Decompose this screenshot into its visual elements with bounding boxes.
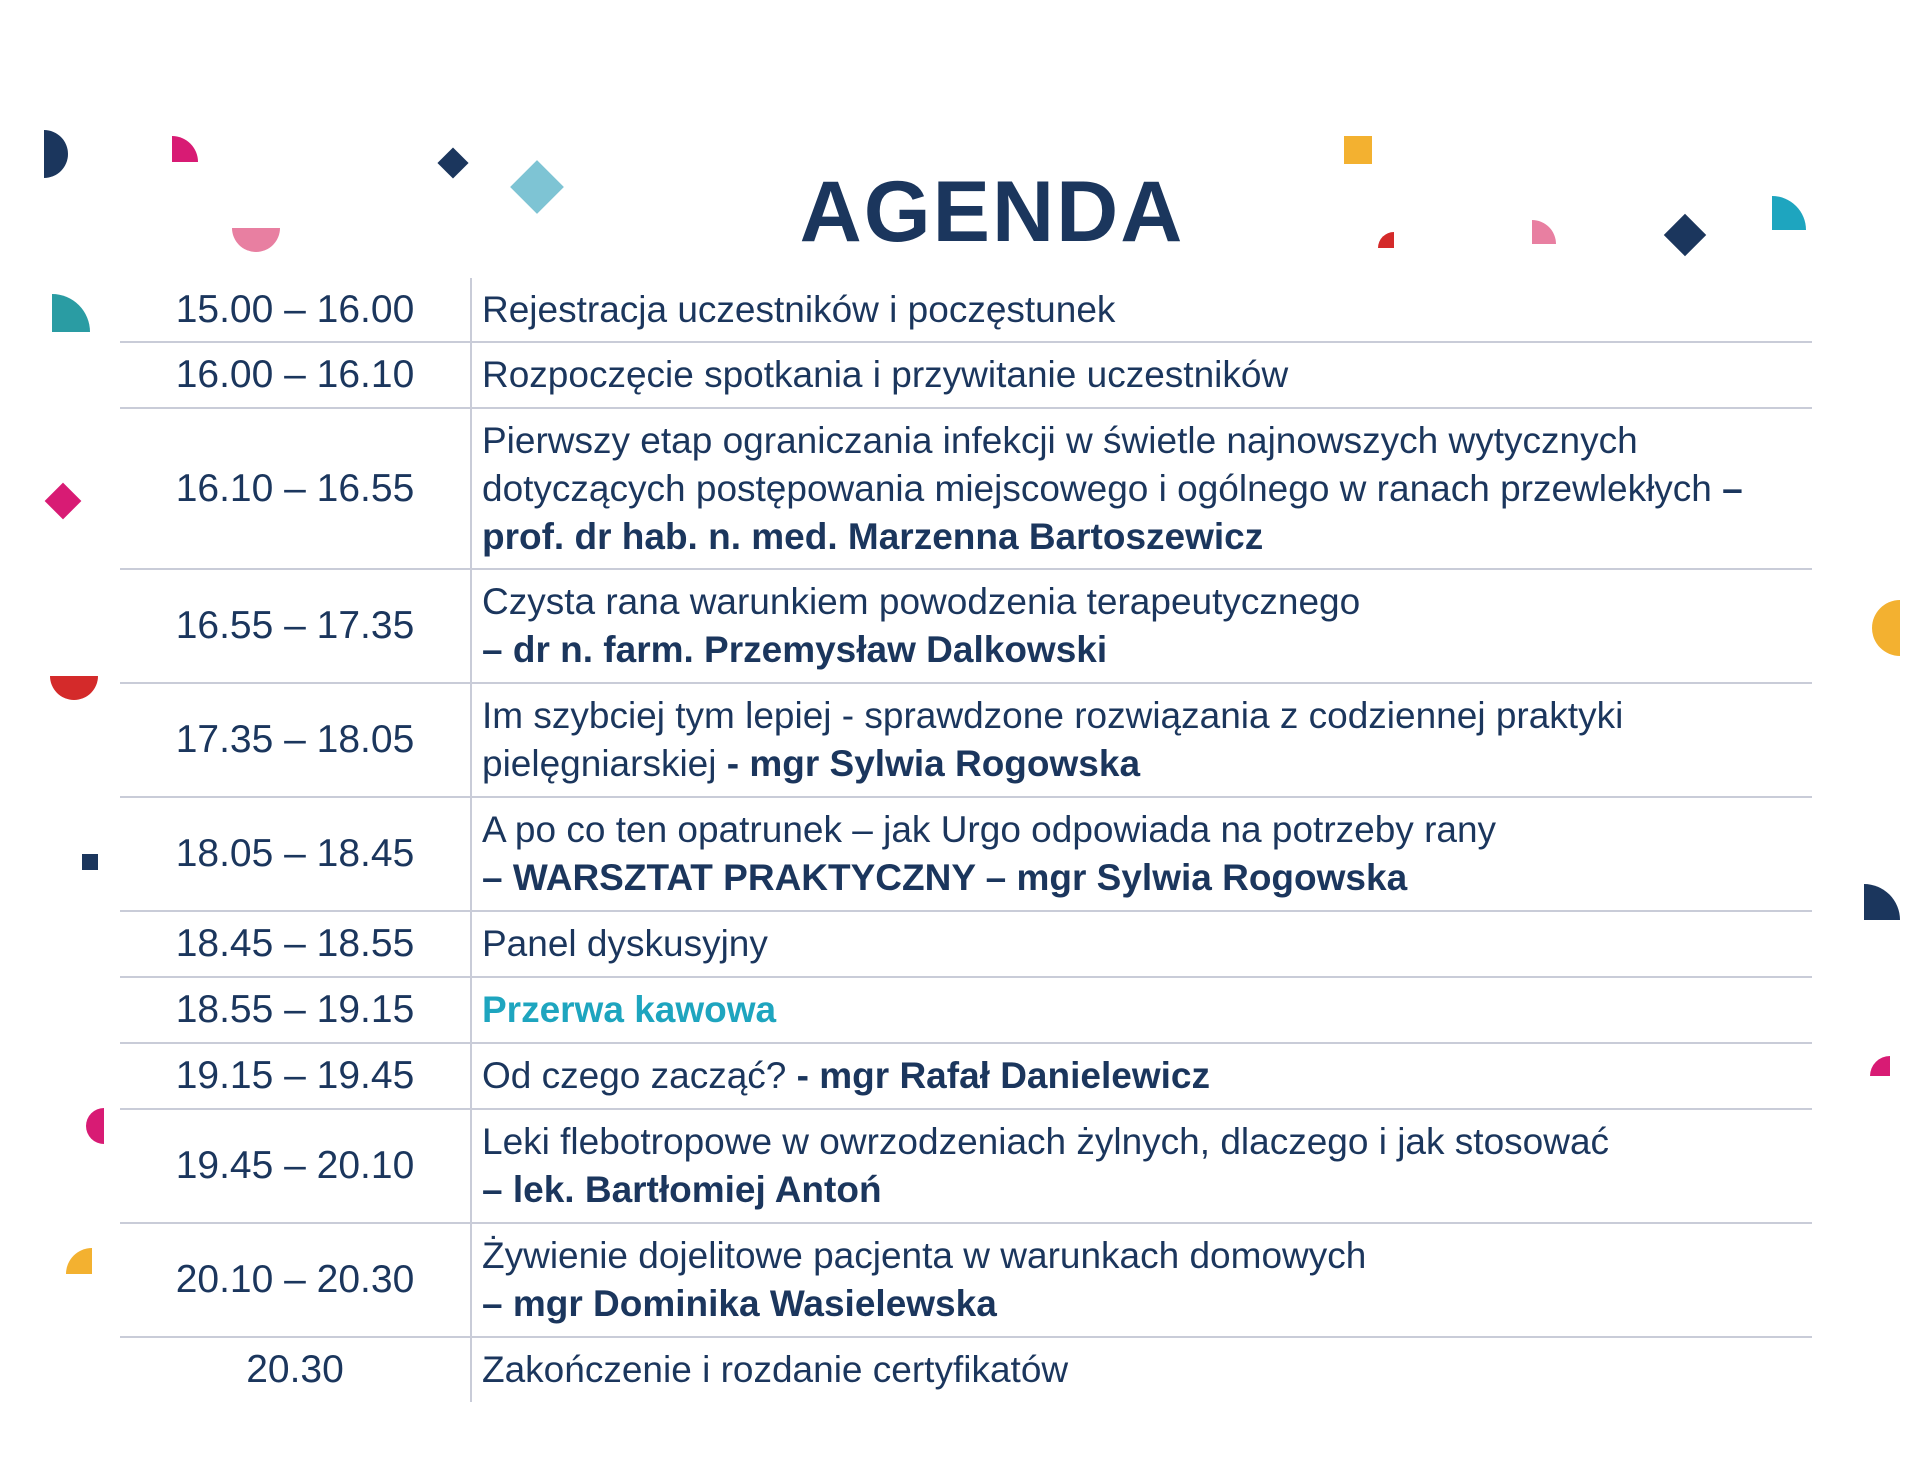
agenda-topic: A po co ten opatrunek – jak Urgo odpowiada na potrzeby rany — [482, 809, 1497, 850]
page-title: AGENDA — [799, 164, 1185, 260]
agenda-time: 16.00 – 16.10 — [120, 343, 472, 407]
agenda-row — [120, 570, 1812, 684]
agenda-speaker: – lek. Bartłomiej Antoń — [482, 1169, 882, 1210]
agenda-topic: Panel dyskusyjny — [482, 923, 768, 964]
agenda-topic: Im szybciej tym lepiej - sprawdzone rozwiązania z codziennej praktyki pielęgniarskiej — [482, 695, 1624, 784]
agenda-time: 20.10 – 20.30 — [120, 1224, 472, 1336]
agenda-time: 15.00 – 16.00 — [120, 278, 472, 341]
agenda-time: 16.10 – 16.55 — [120, 409, 472, 568]
agenda-time: 17.35 – 18.05 — [120, 684, 472, 796]
agenda-topic: Żywienie dojelitowe pacjenta w warunkach domowych — [482, 1235, 1367, 1276]
agenda-time: 19.15 – 19.45 — [120, 1044, 472, 1108]
square-shape — [82, 854, 98, 870]
agenda-row — [120, 912, 1812, 978]
agenda-description — [472, 798, 1812, 910]
agenda-time: 19.45 – 20.10 — [120, 1110, 472, 1222]
agenda-row — [120, 278, 1812, 343]
agenda-topic: Leki flebotropowe w owrzodzeniach żylnych, dlaczego i jak stosować — [482, 1121, 1610, 1162]
agenda-speaker: – prof. dr hab. n. med. Marzenna Bartoszewicz — [482, 467, 1743, 557]
agenda-speaker: – dr n. farm. Przemysław Dalkowski — [482, 629, 1108, 670]
agenda-description — [472, 570, 1812, 682]
agenda-description — [472, 1338, 1812, 1402]
agenda-row — [120, 1044, 1812, 1110]
agenda-description — [472, 409, 1812, 568]
agenda-row — [120, 1110, 1812, 1224]
quarter-circle-shape — [66, 1248, 92, 1274]
agenda-description — [472, 684, 1812, 796]
agenda-speaker: – WARSZTAT PRAKTYCZNY – mgr Sylwia Rogowska — [482, 857, 1408, 898]
agenda-topic: Rozpoczęcie spotkania i przywitanie uczestników — [482, 354, 1289, 395]
square-shape — [1344, 136, 1372, 164]
agenda-description — [472, 978, 1812, 1042]
agenda-speaker: - mgr Rafał Danielewicz — [786, 1055, 1210, 1096]
agenda-time: 18.05 – 18.45 — [120, 798, 472, 910]
agenda-topic: Czysta rana warunkiem powodzenia terapeutycznego — [482, 581, 1361, 622]
agenda-row — [120, 798, 1812, 912]
agenda-description — [472, 1110, 1812, 1222]
agenda-topic: Zakończenie i rozdanie certyfikatów — [482, 1349, 1069, 1390]
quarter-circle-shape — [1870, 1056, 1890, 1076]
half-circle-shape — [86, 1108, 104, 1144]
agenda-row — [120, 409, 1812, 570]
quarter-circle-shape — [172, 136, 198, 162]
agenda-row — [120, 684, 1812, 798]
agenda-topic: Rejestracja uczestników i poczęstunek — [482, 288, 1116, 330]
agenda-description — [472, 343, 1812, 407]
agenda-time: 18.45 – 18.55 — [120, 912, 472, 976]
agenda-row — [120, 1338, 1812, 1402]
agenda-time: 20.30 — [120, 1338, 472, 1402]
agenda-row — [120, 1224, 1812, 1338]
agenda-table — [120, 278, 1812, 1402]
half-circle-shape — [1872, 600, 1900, 656]
agenda-description — [472, 912, 1812, 976]
agenda-time: 16.55 – 17.35 — [120, 570, 472, 682]
agenda-topic: Pierwszy etap ograniczania infekcji w świetle najnowszych wytycznych dotyczących postępowania miejscowego i ogólnego w ranach przewlekłych — [482, 419, 1712, 509]
quarter-circle-shape — [52, 294, 90, 332]
agenda-speaker: – mgr Dominika Wasielewska — [482, 1283, 997, 1324]
agenda-time: 18.55 – 19.15 — [120, 978, 472, 1042]
agenda-description — [472, 1044, 1812, 1108]
agenda-speaker: - mgr Sylwia Rogowska — [716, 743, 1141, 784]
agenda-description — [472, 1224, 1812, 1336]
diamond-shape — [45, 483, 82, 520]
coffee-break-label: Przerwa kawowa — [482, 989, 777, 1030]
agenda-row — [120, 978, 1812, 1044]
agenda-description — [472, 278, 1812, 341]
agenda-row — [120, 343, 1812, 409]
agenda-topic: Od czego zacząć? — [482, 1055, 787, 1096]
half-circle-shape — [50, 676, 98, 700]
quarter-circle-shape — [1864, 884, 1900, 920]
